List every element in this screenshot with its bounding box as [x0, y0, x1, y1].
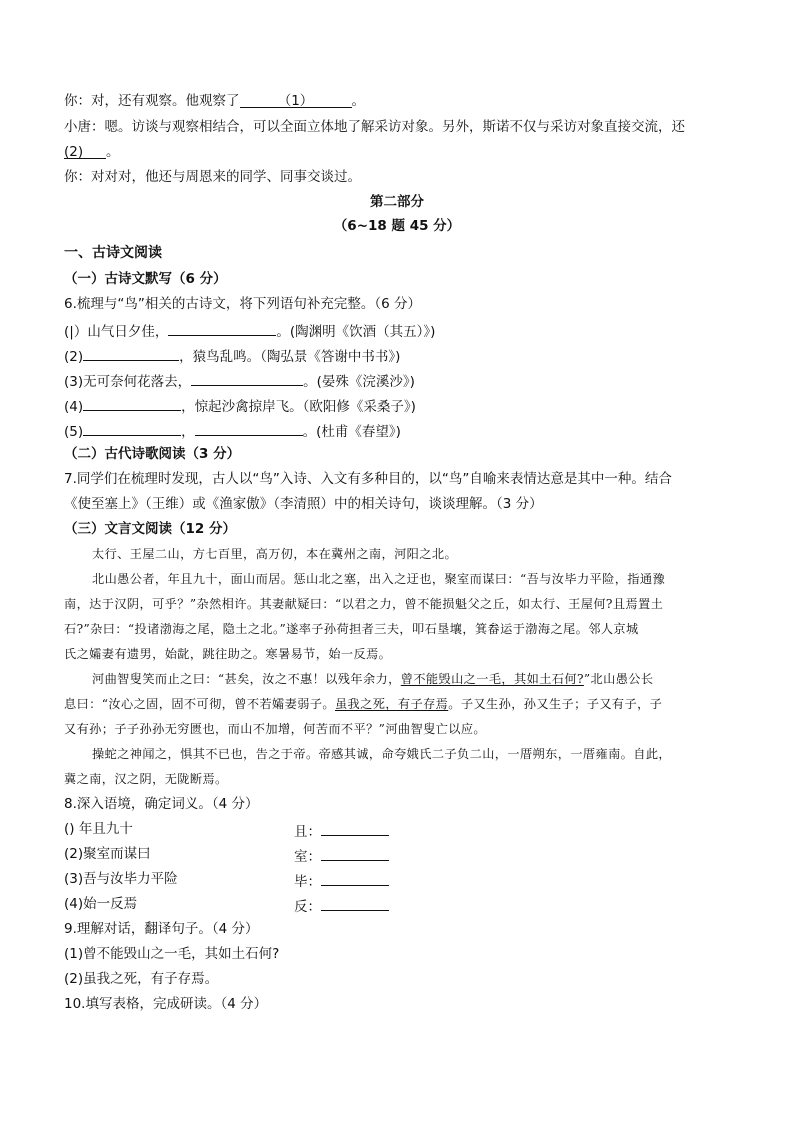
- q6-text: (3)无可奈何花落去，: [64, 374, 192, 390]
- q8-phrase: (2)聚室而谋曰: [64, 846, 151, 862]
- q6-item-4: [64, 395, 744, 416]
- q8-phrase: (3)吾与汝毕力平险: [64, 871, 178, 887]
- q6-text: 。(杜甫《春望》): [302, 424, 401, 440]
- q6-item-1: [64, 320, 744, 341]
- q8-item: [64, 820, 744, 838]
- q6-item-5: [64, 420, 744, 441]
- q8-answer: [294, 845, 389, 866]
- q6-text: (2): [64, 349, 84, 365]
- part-subtitle: （6~18 题 45 分）: [333, 218, 461, 234]
- dialog-text: 。: [351, 93, 365, 109]
- passage-text: 息曰：“汝心之固，固不可彻，曾不若孀妻弱子。: [64, 697, 335, 711]
- passage-line: 操蛇之神闻之，惧其不已也，告之于帝。帝感其诚，命夸娥氏二子负二山，一厝朔东，一厝雍南。自此，: [92, 747, 672, 761]
- q6-text: ，猿鸟乱鸣。（陶弘景《答谢中书书》): [179, 349, 401, 365]
- subsection-heading: （三）文言文阅读（12 分）: [64, 521, 236, 537]
- q6-text: ，: [181, 424, 195, 440]
- subsection-heading: （一）古诗文默写（6 分）: [64, 271, 227, 287]
- dialog-line-4: 你：对对对，他还与周恩来的同学、同事交谈过。: [64, 169, 361, 185]
- q6-blank[interactable]: [168, 320, 276, 336]
- q6-text: 。(陶渊明《饮酒（其五）》): [276, 324, 436, 340]
- section-heading: 一、古诗文阅读: [64, 245, 162, 261]
- passage-line: [64, 695, 744, 713]
- q6-text: (5): [64, 424, 84, 440]
- q6-blank[interactable]: [83, 420, 181, 436]
- passage-line: [64, 670, 772, 688]
- passage-text: 河曲智叟笑而止之曰：“甚矣，汝之不惠！以残年余力，: [92, 672, 401, 686]
- answer-blank-1[interactable]: （1）: [240, 92, 352, 108]
- part-title: 第二部分: [370, 194, 424, 210]
- q8-phrase: (4)始一反焉: [64, 896, 138, 912]
- q8-blank[interactable]: [321, 845, 389, 861]
- q8-answer: [294, 895, 389, 916]
- dialog-text: 。: [106, 144, 120, 160]
- passage-text: 。子又生孙，孙又生子；子又有子，子: [448, 697, 663, 711]
- q7-line-1: 7.同学们在梳理时发现，古人以“鸟”入诗、入文有多种目的，以“鸟”自喻来表情达意是其中一种。结合: [64, 471, 672, 487]
- q8-blank[interactable]: [321, 870, 389, 886]
- q8-blank[interactable]: [321, 820, 389, 836]
- underlined-sentence: 虽我之死，有子存焉: [334, 697, 449, 711]
- q8-answer: [294, 870, 389, 891]
- q6-blank[interactable]: [83, 395, 181, 411]
- q9-stem: 9.理解对话，翻译句子。（4 分）: [64, 921, 259, 937]
- q6-text: 。(晏殊《浣溪沙》): [303, 374, 415, 390]
- q6-blank[interactable]: [83, 345, 179, 361]
- q8-word: 室：: [294, 849, 321, 865]
- passage-line: 氏之孀妻有遗男，始龀，跳往助之。寒暑易节，始一反焉。: [64, 647, 392, 661]
- q8-word: 且：: [294, 824, 321, 840]
- q8-item: [64, 870, 744, 888]
- passage-para-1: 太行、王屋二山，方七百里，高万仞，本在冀州之南，河阳之北。: [92, 547, 458, 561]
- q6-item-2: [64, 345, 744, 366]
- q6-text: ，惊起沙禽掠岸飞。（欧阳修《采桑子》): [181, 399, 416, 415]
- q8-item: [64, 895, 744, 913]
- q8-answer: [294, 820, 389, 841]
- passage-line: 又有孙；子子孙孙无穷匮也，而山不加增，何苦而不平？”河曲智叟亡以应。: [64, 722, 487, 736]
- passage-line: 冀之南，汉之阴，无陇断焉。: [64, 772, 228, 786]
- q8-item: [64, 845, 744, 863]
- dialog-line-3: [64, 143, 744, 161]
- q6-stem: 6.梳理与“鸟”相关的古诗文，将下列语句补充完整。（6 分）: [64, 296, 421, 312]
- q9-item-1: (1)曾不能毁山之一毛，其如土石何?: [64, 946, 280, 962]
- q8-word: 反：: [294, 899, 321, 915]
- passage-line: 石?”杂曰：“投诸渤海之尾，隐土之北。”遂率子孙荷担者三夫，叩石垦壤，箕畚运于渤海之尾。邻人京城: [64, 622, 639, 636]
- q6-text: (|）山气日夕佳，: [64, 324, 169, 340]
- answer-blank-2[interactable]: (2): [64, 143, 106, 159]
- passage-line: 南，达于汉阴，可乎？”杂然相许。其妻献疑曰：“以君之力，曾不能损魁父之丘，如太行、王屋何?且焉置土: [64, 597, 664, 611]
- q6-blank[interactable]: [191, 370, 303, 386]
- q6-blank[interactable]: [195, 420, 303, 436]
- q9-item-2: (2)虽我之死，有子存焉。: [64, 971, 219, 987]
- underlined-sentence: 曾不能毁山之一毛，其如土石何?: [400, 672, 584, 686]
- q7-line-2: 《使至塞上》（王维）或《渔家傲》（李清照）中的相关诗句，谈谈理解。（3 分）: [64, 496, 543, 512]
- q6-item-3: [64, 370, 744, 391]
- q10-stem: 10.填写表格，完成研读。（4 分）: [64, 996, 268, 1012]
- q8-word: 毕：: [294, 874, 321, 890]
- dialog-line-2: 小唐：嗯。访谈与观察相结合，可以全面立体地了解采访对象。另外，斯诺不仅与采访对象直接交流，还: [64, 119, 685, 135]
- q8-blank[interactable]: [321, 895, 389, 911]
- q8-phrase: () 年且九十: [64, 821, 133, 837]
- q6-text: (4): [64, 399, 84, 415]
- q8-stem: 8.深入语境，确定词义。（4 分）: [64, 796, 259, 812]
- subsection-heading: （二）古代诗歌阅读（3 分）: [64, 446, 241, 462]
- passage-text: ”北山愚公长: [583, 672, 654, 686]
- dialog-line-1: [64, 92, 744, 110]
- dialog-text: 你：对，还有观察。他观察了: [64, 93, 240, 109]
- passage-line: 北山愚公者，年且九十，面山而居。惩山北之塞，出入之迂也，聚室而谋曰：“吾与汝毕力平险，指通豫: [92, 572, 666, 586]
